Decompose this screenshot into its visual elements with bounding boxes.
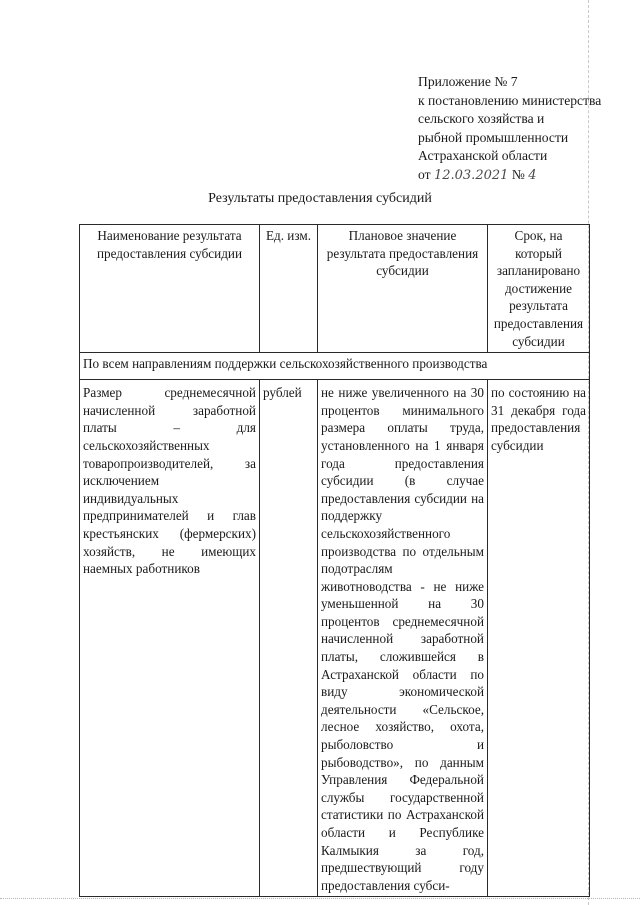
table-header-row: [80, 225, 590, 353]
appendix-line: к постановлению министерства: [418, 92, 602, 108]
appendix-date-line: [418, 166, 608, 186]
section-row: [80, 353, 590, 380]
header-cell-unit: Ед. изм.: [260, 225, 318, 353]
appendix-line: рыбной промышленности: [418, 129, 569, 145]
appendix-block: [418, 73, 608, 185]
cell-deadline: по состоянию на 31 декабря года предоставления субсидии: [488, 380, 590, 897]
number-prefix: №: [511, 166, 525, 182]
handwritten-number: 4: [528, 167, 537, 183]
header-cell-plan-value: Плановое значение результата предоставления субсидии: [318, 225, 488, 353]
document-title: Результаты предоставления субсидий: [208, 191, 432, 206]
appendix-line: Астраханской области: [418, 148, 548, 163]
handwritten-date: 12.03.2021: [433, 167, 509, 183]
results-table: [79, 224, 590, 897]
appendix-line: сельского хозяйства и: [418, 111, 545, 126]
date-prefix: от: [418, 166, 431, 182]
table-row: [80, 380, 590, 897]
scan-artifact-bottom: [0, 898, 640, 899]
appendix-line: Приложение № 7: [418, 74, 518, 89]
header-cell-deadline: Срок, на который запланировано достижение результата предоставления субсидии: [488, 225, 590, 353]
header-cell-name: Наименование результата предоставления субсидии: [80, 225, 260, 353]
cell-plan-value: не ниже увеличенного на 30 процентов минимального размера оплаты труда, установленного на 1 января года предоставления субсидии (в случае предоставления субсидии на поддержку сельскохозяйственного производства по отдельным подотраслям животноводства - не ниже уменьшенной на 30 процентов среднемесячной начисленной заработной платы, сложившейся в Астраханской области по виду экономической деятельности «Сельское, лесное хозяйство, охота, рыболовство и рыбоводство», по данным Управления Федеральной службы государственной статистики по Астраханской области и Республике Калмыкия за год, предшествующий году предоставления субси-: [318, 380, 488, 897]
cell-unit: рублей: [260, 380, 318, 897]
cell-result-name: Размер среднемесячной начисленной заработной платы – для сельскохозяйственных товаропроизводителей, за исключением индивидуальных предпринимателей и глав крестьянских (фермерских) хозяйств, не имеющих наемных работников: [80, 380, 260, 897]
section-cell: По всем направлениям поддержки сельскохозяйственного производства: [80, 353, 590, 380]
